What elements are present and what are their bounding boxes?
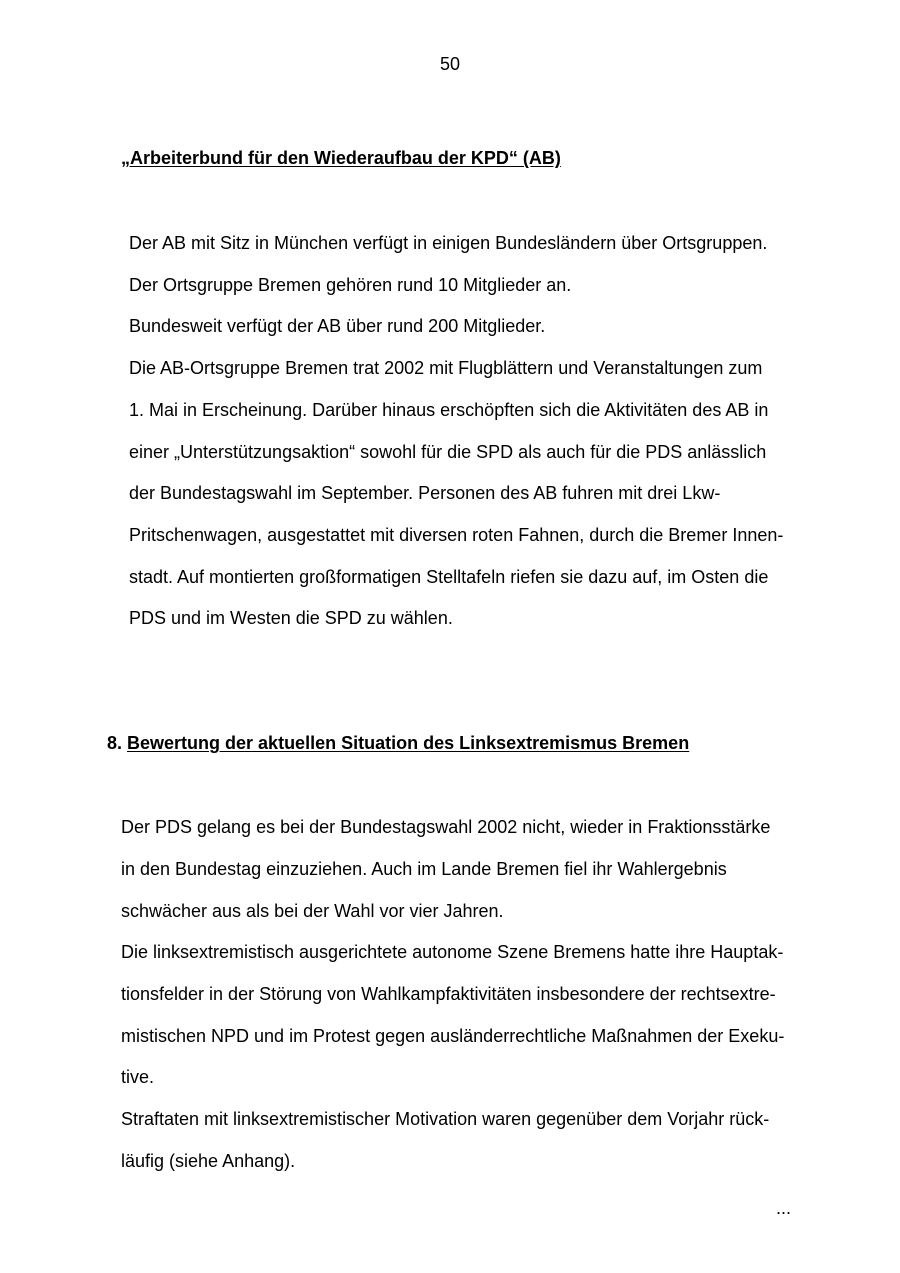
paragraph-line: tive. — [121, 1067, 155, 1087]
paragraph-line: PDS und im Westen die SPD zu wählen. — [129, 608, 453, 628]
paragraph-line: schwächer aus als bei der Wahl vor vier Jahren. — [121, 901, 504, 921]
paragraph-line: Der AB mit Sitz in München verfügt in einigen Bundesländern über Ortsgruppen. — [129, 233, 768, 253]
paragraph-line: stadt. Auf montierten großformatigen Stelltafeln riefen sie dazu auf, im Osten die — [129, 567, 769, 587]
paragraph-line: Pritschenwagen, ausgestattet mit diversen roten Fahnen, durch die Bremer Innen- — [129, 525, 784, 545]
paragraph-line: Die AB-Ortsgruppe Bremen trat 2002 mit Flugblättern und Veranstaltungen zum — [129, 358, 763, 378]
paragraph-line: 1. Mai in Erscheinung. Darüber hinaus erschöpften sich die Aktivitäten des AB in — [129, 400, 769, 420]
paragraph-line: Der Ortsgruppe Bremen gehören rund 10 Mitglieder an. — [129, 275, 572, 295]
paragraph-line: Bundesweit verfügt der AB über rund 200 Mitglieder. — [129, 316, 546, 336]
paragraph-line: in den Bundestag einzuziehen. Auch im Lande Bremen fiel ihr Wahlergebnis — [121, 859, 727, 879]
paragraph-line: einer „Unterstützungsaktion“ sowohl für die SPD als auch für die PDS anlässlich — [129, 442, 767, 462]
paragraph-line: Der PDS gelang es bei der Bundestagswahl 2002 nicht, wieder in Fraktionsstärke — [121, 817, 771, 837]
paragraph-line: der Bundestagswahl im September. Personen des AB fuhren mit drei Lkw- — [129, 483, 721, 503]
paragraph-line: Straftaten mit linksextremistischer Motivation waren gegenüber dem Vorjahr rück- — [121, 1109, 770, 1129]
section-heading-8 — [107, 733, 689, 754]
section-heading-ab — [121, 148, 561, 169]
section-heading-ab-text: „Arbeiterbund für den Wiederaufbau der KPD“ (AB) — [121, 148, 561, 168]
section-number: 8. — [107, 733, 123, 753]
page-number: 50 — [439, 54, 461, 74]
paragraph-line: mistischen NPD und im Protest gegen ausländerrechtliche Maßnahmen der Exeku- — [121, 1026, 785, 1046]
continuation-marker: ... — [776, 1198, 792, 1218]
paragraph-line: läufig (siehe Anhang). — [121, 1151, 296, 1171]
paragraph-line: Die linksextremistisch ausgerichtete autonome Szene Bremens hatte ihre Hauptak- — [121, 942, 784, 962]
section-heading-8-text: Bewertung der aktuellen Situation des Linksextremismus Bremen — [127, 733, 690, 753]
paragraph-line: tionsfelder in der Störung von Wahlkampfaktivitäten insbesondere der rechtsextre- — [121, 984, 776, 1004]
